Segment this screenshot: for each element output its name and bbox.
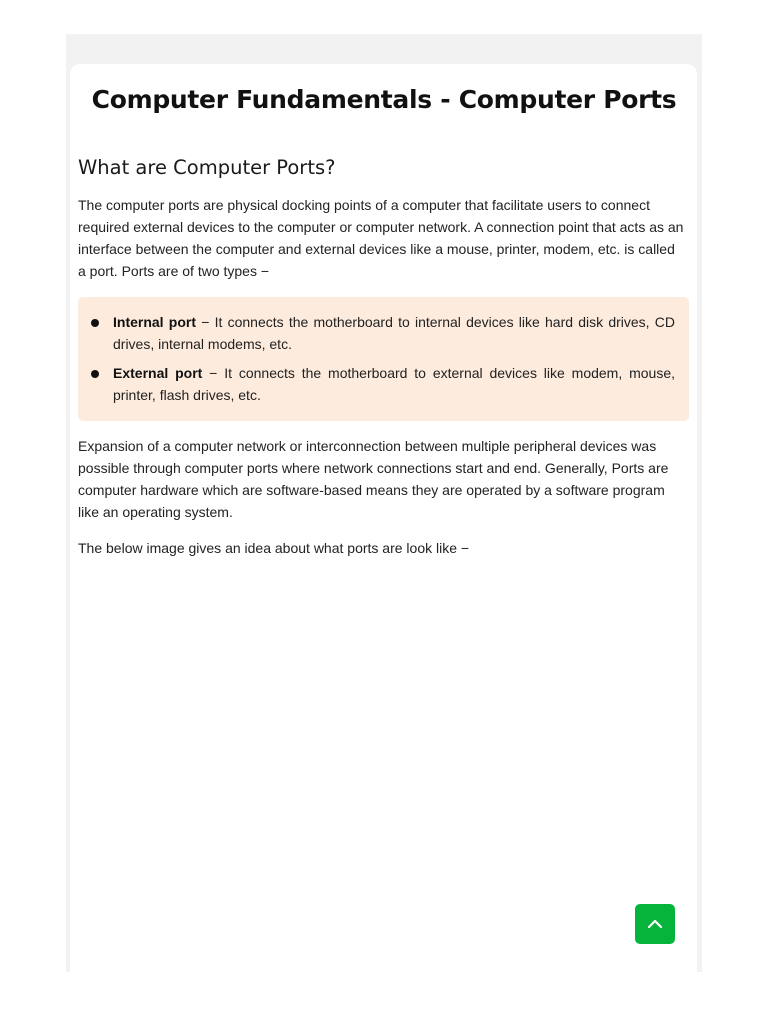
scroll-to-top-button[interactable]	[635, 904, 675, 944]
expansion-paragraph: Expansion of a computer network or interconnection between multiple peripheral devices was possible through computer ports where network connections start and end. Generally, Ports are computer hardware which are software-based means they are operated by a software program like an operating system.	[78, 438, 669, 520]
bullet-icon	[91, 370, 99, 378]
term-external-port: External port	[113, 365, 203, 381]
term-internal-port: Internal port	[113, 314, 196, 330]
list-item	[113, 311, 675, 355]
description-external-port: − It connects the motherboard to external devices like modem, mouse, printer, flash drives, etc.	[113, 365, 675, 403]
section-heading: What are Computer Ports?	[78, 156, 336, 179]
page-title: Computer Fundamentals - Computer Ports	[91, 85, 677, 114]
description-internal-port: − It connects the motherboard to internal devices like hard disk drives, CD drives, internal modems, etc.	[113, 314, 675, 352]
chevron-up-icon	[647, 917, 663, 931]
list-item	[113, 362, 675, 406]
bullet-icon	[91, 319, 99, 327]
intro-paragraph: The computer ports are physical docking points of a computer that facilitate users to connect required external devices to the computer or computer network. A connection point that acts as an interface between the computer and external devices like a mouse, printer, modem, etc. is called a port. Ports are of two types −	[78, 197, 684, 279]
port-types-callout	[78, 297, 689, 421]
image-intro-paragraph: The below image gives an idea about what ports are look like −	[78, 540, 470, 556]
